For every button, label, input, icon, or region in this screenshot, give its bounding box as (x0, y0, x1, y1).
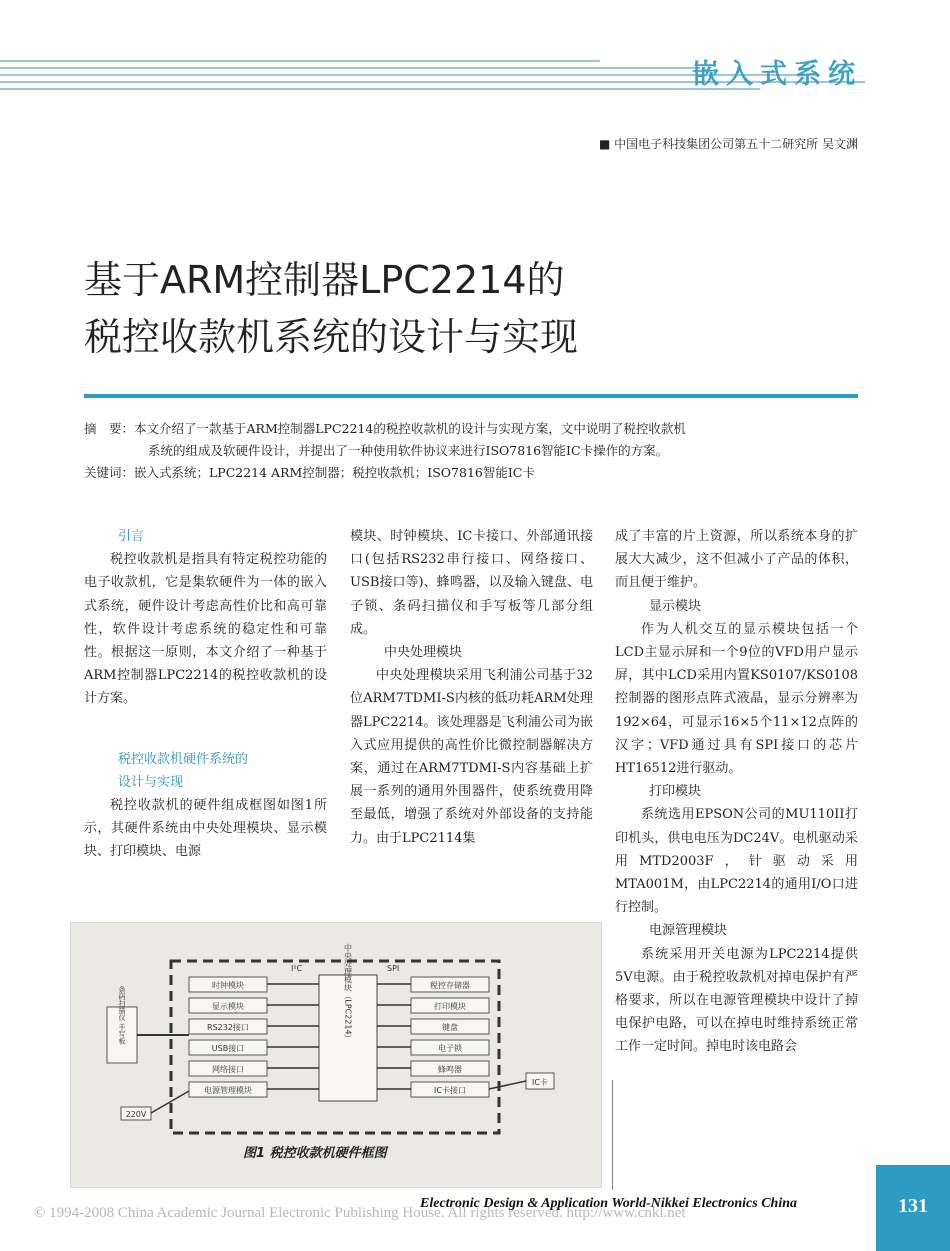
section-tag: 嵌入式系统 (692, 59, 862, 90)
keywords: 关键词：嵌入式系统；LPC2214 ARM控制器；税控收款机；ISO7816智能IC卡 (84, 465, 535, 480)
paragraph-modules: 模块、时钟模块、IC卡接口、外部通讯接口(包括RS232串行接口、网络接口、USB接口等)、蜂鸣器，以及输入键盘、电子锁、条码扫描仪和手写板等几部分组成。 (350, 529, 593, 637)
journal-name: Electronic Design & Application World-Nikkei Electronics China (420, 1196, 797, 1211)
abstract (84, 418, 864, 484)
paragraph-hardware: 税控收款机的硬件组成框图如图1所示，其硬件系统由中央处理模块、显示模块、打印模块、电源 (84, 798, 327, 860)
bus-ic-label: I²C (291, 964, 303, 973)
heading-cpu: 中央处理模块 (384, 645, 463, 661)
heading-print: 打印模块 (649, 784, 702, 800)
bus-spi-label: SPI (387, 964, 400, 973)
figure-1 (70, 922, 602, 1188)
author-line: ■ 中国电子科技集团公司第五十二研究所 吴文渊 (599, 137, 858, 151)
title-line-1: 基于ARM控制器LPC2214的 (84, 258, 565, 302)
block-keyboard-label: 键盘 (442, 1023, 458, 1032)
heading-power: 电源管理模块 (649, 923, 728, 939)
page-number: 131 (876, 1165, 950, 1251)
article-title (84, 252, 578, 366)
side-ic-card-label: IC卡 (532, 1078, 548, 1087)
paragraph-display: 作为人机交互的显示模块包括一个LCD主显示屏和一个9位的VFD用户显示屏，其中LCD采用内置KS0107/KS0108控制器的图形点阵式液晶，显示分辨率为192×64，可显示16×5个11×12点阵的汉字；VFD通过具有SPI接口的芯片HT16512进行驱动。 (615, 621, 858, 777)
heading-hardware-2: 设计与实现 (118, 774, 184, 790)
paragraph-intro: 税控收款机是指具有特定税控功能的电子收款机，它是集软硬件为一体的嵌入式系统，硬件设计考虑高性价比和高可靠性，软件设计考虑系统的稳定性和可靠性。根据这一原则，本文介绍了一种基于ARM控制器LPC2214的税控收款机的设计方案。 (84, 552, 327, 707)
right-blocks (411, 977, 489, 1097)
abstract-line-2: 系统的组成及软硬件设计，并提出了一种使用软件协议来进行ISO7816智能IC卡操作的方案。 (148, 443, 669, 458)
block-rs232-label: RS232接口 (207, 1023, 249, 1032)
block-lock-label: 电子锁 (438, 1044, 462, 1053)
column-3 (615, 525, 858, 1059)
title-rule (84, 394, 858, 398)
heading-display: 显示模块 (649, 598, 702, 614)
block-network-label: 网络接口 (212, 1065, 244, 1074)
paragraph-onchip: 成了丰富的片上资源，所以系统本身的扩展大大减少，这不但减小了产品的体积，而且便于维护。 (615, 529, 858, 591)
left-blocks (189, 977, 267, 1097)
block-clock-label: 时钟模块 (212, 981, 244, 990)
heading-intro: 引言 (118, 529, 145, 544)
block-buzzer-label: 蜂鸣器 (438, 1065, 462, 1074)
paragraph-power: 系统采用开关电源为LPC2214提供5V电源。由于税控收款机对掉电保护有严格要求，所以在电源管理模块中设计了掉电保护电路，可以在掉电时维持系统正常工作一定时间。掉电时该电路会 (615, 946, 858, 1055)
block-usb-label: USB接口 (211, 1044, 245, 1053)
left-connectors (267, 984, 319, 1089)
side-scanner-label: 条码扫描仪 手写板 (118, 985, 126, 1045)
power-input-label: 220V (125, 1110, 147, 1119)
cpu-label: 中央处理模块（LPC2214） (343, 943, 353, 1043)
paragraph-print: 系统选用EPSON公司的MU110II打印机头，供电电压为DC24V。电机驱动采用MTD2003F，针驱动采用MTA001M，由LPC2214的通用I/O口进行控制。 (615, 807, 858, 916)
column-divider (612, 1080, 613, 1190)
abstract-line-1: 摘 要：本文介绍了一款基于ARM控制器LPC2214的税控收款机的设计与实现方案，文中说明了税控收款机 (84, 421, 686, 436)
right-connectors (377, 984, 411, 1089)
side-right-connector (489, 1081, 526, 1089)
title-line-2: 税控收款机系统的设计与实现 (84, 315, 579, 359)
block-display-label: 显示模块 (212, 1002, 244, 1011)
block-diagram (71, 923, 601, 1187)
figure-caption: 图1 税控收款机硬件框图 (243, 1146, 387, 1161)
heading-hardware-1: 税控收款机硬件系统的 (118, 751, 249, 767)
block-printer-label: 打印模块 (434, 1002, 466, 1011)
column-1 (84, 525, 327, 864)
block-ic-interface-label: IC卡接口 (434, 1086, 466, 1095)
block-power-label: 电源管理模块 (204, 1086, 252, 1095)
block-tax-memory-label: 税控存储器 (430, 981, 470, 990)
column-2 (350, 525, 593, 850)
paragraph-cpu: 中央处理模块采用飞利浦公司基于32位ARM7TDMI-S内核的低功耗ARM处理器LPC2214。该处理器是飞利浦公司为嵌入式应用提供的高性价比微控制器解决方案，通过在ARM7TDMI-S内容基础上扩展一系列的通用外围器件，使系统费用降至最低，增强了系统对外部设备的支持能力。由于LPC2114集 (350, 668, 593, 846)
copyright-watermark: © 1994-2008 China Academic Journal Electronic Publishing House. All rights reserved. http://www.cnki.net (34, 1205, 686, 1221)
